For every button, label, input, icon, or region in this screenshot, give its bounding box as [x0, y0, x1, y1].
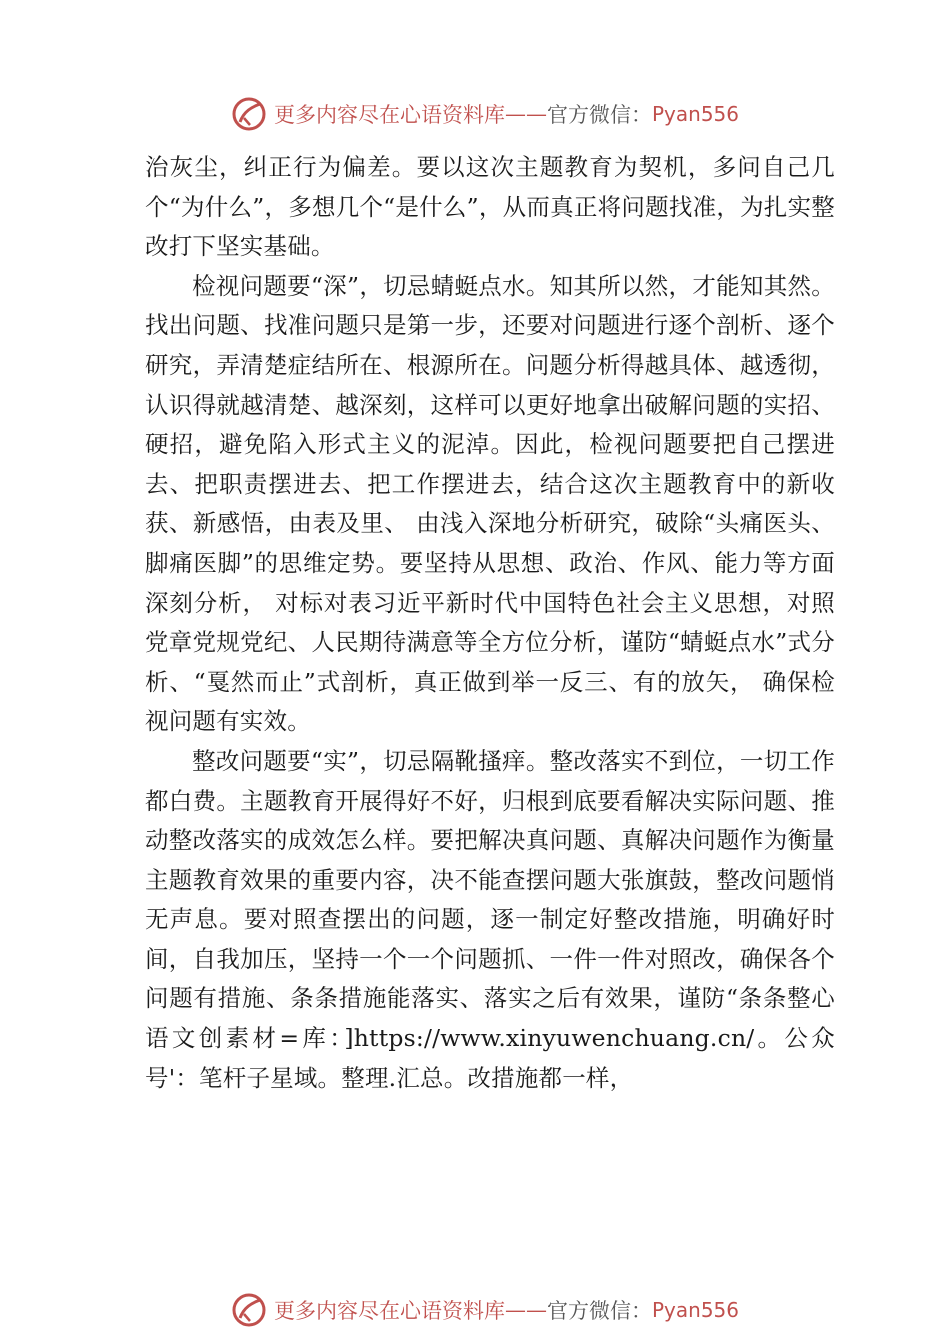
paragraph-1: 治灰尘，纠正行为偏差。要以这次主题教育为契机，多问自己几个“为什么”，多想几个“是什么”，从而真正将问题找准，为扎实整改打下坚实基础。 — [145, 153, 835, 261]
paragraph-3: 整改问题要“实”，切忌隔靴搔痒。整改落实不到位，一切工作都白费。主题教育开展得好不好，归根到底要看解决实际问题、推动整改落实的成效怎么样。要把解决真问题、真解决问题作为衡量主题教育效果的重要内容，决不能查摆问题大张旗鼓，整改问题悄无声息。要对照查摆出的问题，逐一制定好整改措施，明确好时间，自我加压，坚持一个一个问题抓、一件一件对照改，确保各个问题有措施、条条措施能落实、落实之后有效果，谨防“条条整心语文创素材=库：]https://www.xinyuwenchuang.cn/。公众号'：笔杆子星域。整理.汇总。改措施都一样， — [145, 746, 835, 1092]
wechat-account: Pyan556 — [652, 102, 740, 126]
wechat-account: Pyan556 — [652, 1298, 740, 1322]
wechat-label: 官方微信： — [547, 103, 652, 127]
brand-text: 更多内容尽在心语资料库 — [274, 1299, 505, 1323]
header-watermark — [230, 94, 750, 134]
brand-logo-icon — [230, 95, 268, 133]
paragraph-2: 检视问题要“深”，切忌蜻蜓点水。知其所以然，才能知其然。找出问题、找准问题只是第一步，还要对问题进行逐个剖析、逐个研究，弄清楚症结所在、根源所在。问题分析得越具体、越透彻，认识得就越清楚、越深刻，这样可以更好地拿出破解问题的实招、硬招，避免陷入形式主义的泥淖。因此，检视问题要把自己摆进去、把职责摆进去、把工作摆进去，结合这次主题教育中的新收获、新感悟，由表及里、 由浅入深地分析研究，破除“头痛医头、脚痛医脚”的思维定势。要坚持从思想、政治、作风、能力等方面深刻分析， 对标对表习近平新时代中国特色社会主义思想，对照党章党规党纪、人民期待满意等全方位分析，谨防“蜻蜓点水”式分析、“戛然而止”式剖析，真正做到举一反三、有的放矢， 确保检视问题有实效。 — [145, 271, 835, 736]
brand-dash: —— — [505, 102, 547, 126]
footer-watermark — [230, 1290, 750, 1330]
brand-text: 更多内容尽在心语资料库 — [274, 103, 505, 127]
brand-logo-icon — [230, 1291, 268, 1329]
wechat-label: 官方微信： — [547, 1299, 652, 1323]
document-body — [145, 148, 835, 1098]
brand-dash: —— — [505, 1298, 547, 1322]
